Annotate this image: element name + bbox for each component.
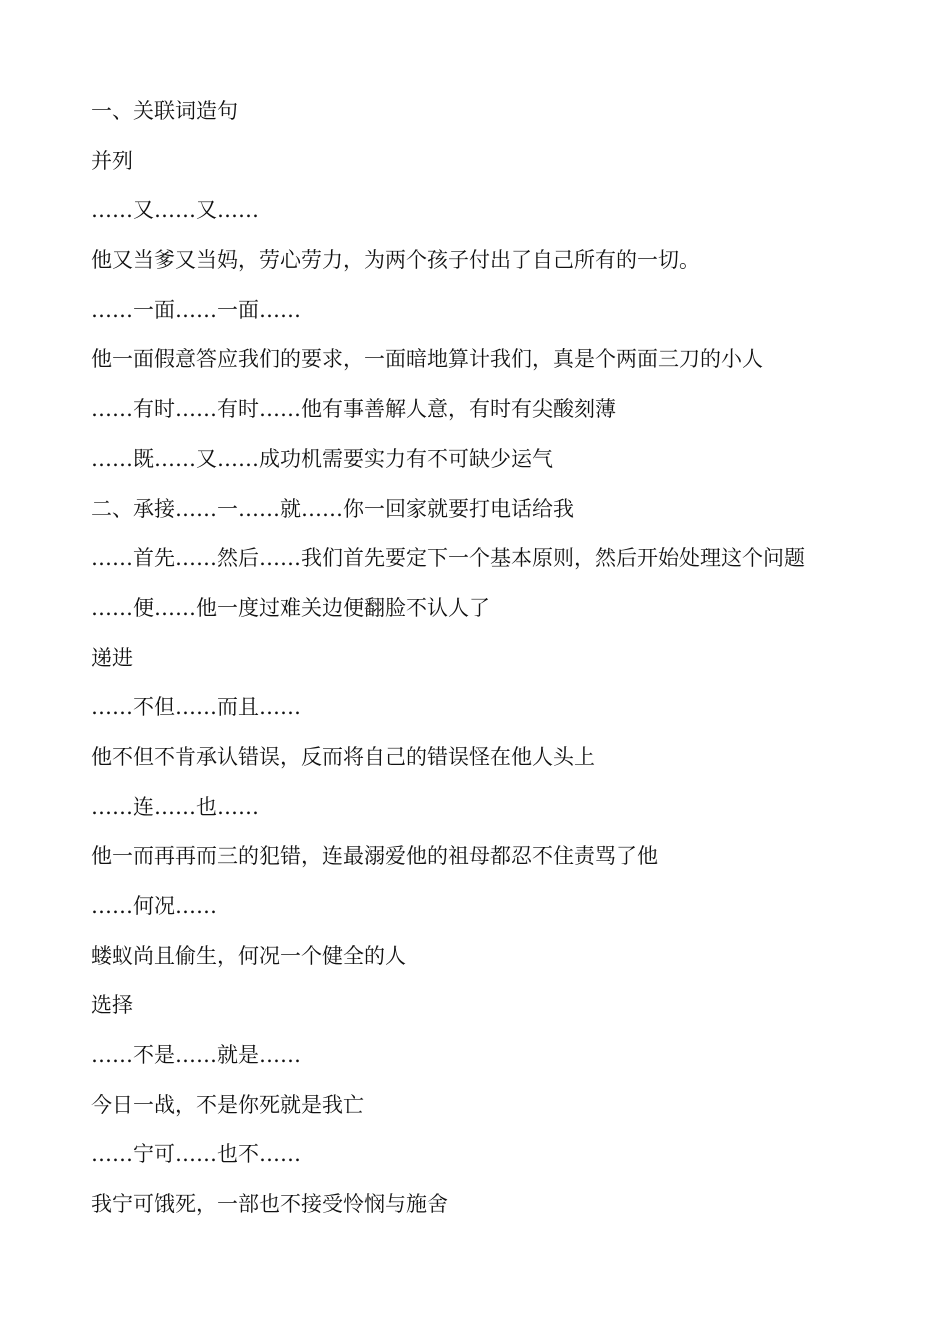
pattern-yimian-yimian: ……一面……一面…… bbox=[91, 297, 301, 322]
example-sentence: 他一而再再而三的犯错，连最溺爱他的祖母都忍不住责骂了他 bbox=[91, 844, 658, 869]
category-heading-choice: 选择 bbox=[91, 993, 133, 1018]
category-heading-progressive: 递进 bbox=[91, 645, 133, 670]
pattern-with-example: ……既……又……成功机需要实力有不可缺少运气 bbox=[91, 446, 553, 471]
example-sentence: 他一面假意答应我们的要求，一面暗地算计我们，真是个两面三刀的小人 bbox=[91, 347, 763, 372]
example-sentence: 他又当爹又当妈，劳心劳力，为两个孩子付出了自己所有的一切。 bbox=[91, 248, 700, 273]
pattern-lian-ye: ……连……也…… bbox=[91, 794, 259, 819]
pattern-hekuang: ……何况…… bbox=[91, 894, 217, 918]
pattern-with-example: ……有时……有时……他有事善解人意，有时有尖酸刻薄 bbox=[91, 397, 616, 422]
example-sentence: 他不但不肯承认错误，反而将自己的错误怪在他人头上 bbox=[91, 744, 595, 769]
pattern-you-you: ……又……又…… bbox=[91, 198, 259, 223]
section-heading-related-words: 一、关联词造句 bbox=[91, 99, 238, 123]
pattern-bushi-jiushi: ……不是……就是…… bbox=[91, 1043, 301, 1068]
pattern-with-example: ……便……他一度过难关边便翻脸不认人了 bbox=[91, 595, 490, 620]
example-sentence: 我宁可饿死，一部也不接受怜悯与施舍 bbox=[91, 1192, 448, 1217]
pattern-budan-erqie: ……不但……而且…… bbox=[91, 695, 301, 720]
category-heading-parallel: 并列 bbox=[91, 148, 133, 173]
example-sentence: 蝼蚁尚且偷生，何况一个健全的人 bbox=[91, 943, 406, 968]
pattern-ningke-yebu: ……宁可……也不…… bbox=[91, 1142, 301, 1167]
example-sentence: 今日一战，不是你死就是我亡 bbox=[91, 1092, 364, 1117]
section-heading-sequence: 二、承接……一……就……你一回家就要打电话给我 bbox=[91, 496, 574, 521]
pattern-with-example: ……首先……然后……我们首先要定下一个基本原则，然后开始处理这个问题 bbox=[91, 546, 805, 571]
document-body bbox=[91, 94, 921, 1237]
